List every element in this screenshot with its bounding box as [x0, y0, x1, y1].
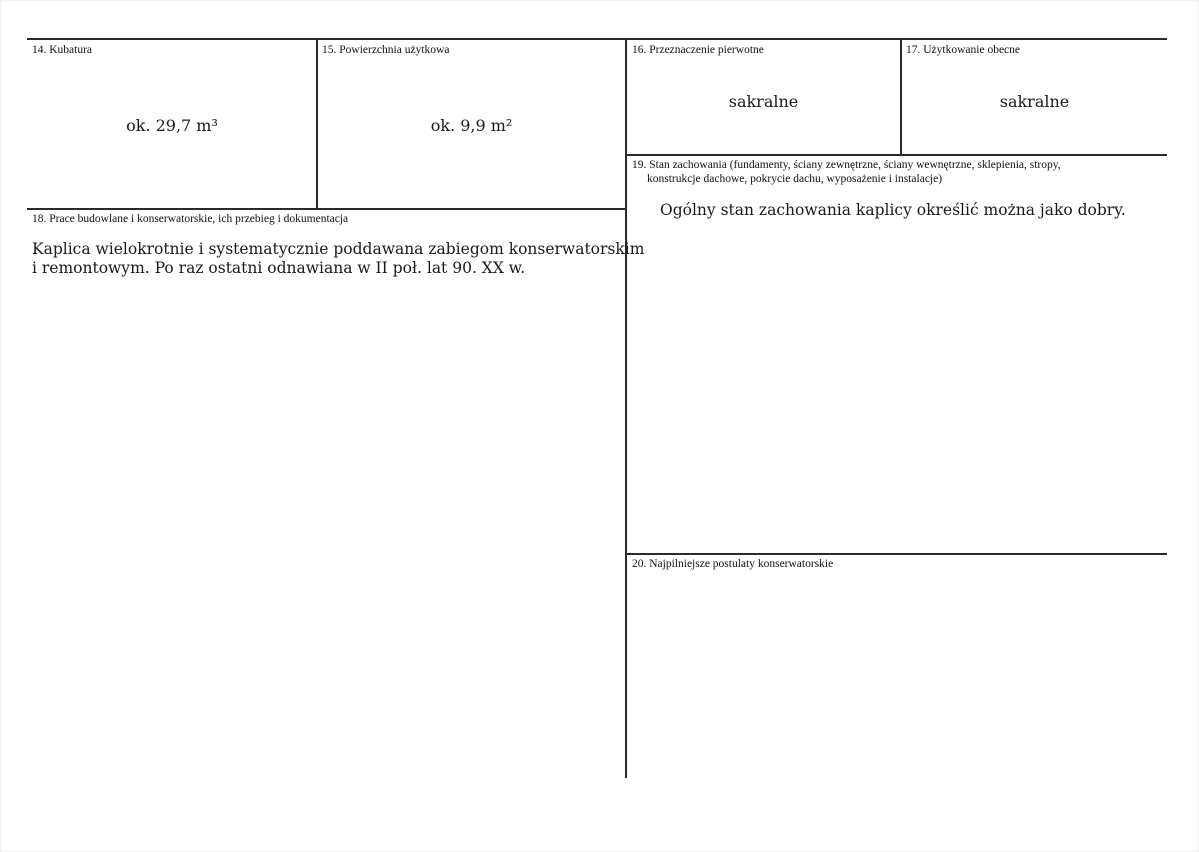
rule-above-18 [27, 208, 626, 210]
field-16-label: 16. Przeznaczenie pierwotne [632, 44, 764, 56]
field-15-label: 15. Powierzchnia użytkowa [322, 44, 450, 56]
field-20-label: 20. Najpilniejsze postulaty konserwatorskie [632, 558, 834, 570]
field-17-label: 17. Użytkowanie obecne [906, 44, 1021, 56]
field-15-value: ok. 9,9 m² [430, 116, 513, 135]
field-19-label [632, 158, 1061, 186]
field-14-value: ok. 29,7 m³ [126, 116, 218, 135]
field-18-text-line1: Kaplica wielokrotnie i systematycznie poddawana zabiegom konserwatorskim [32, 240, 645, 258]
field-18-text-line2: i remontowym. Po raz ostatni odnawiana w II poł. lat 90. XX w. [32, 259, 526, 277]
field-19-label-line2: konstrukcje dachowe, pokrycie dachu, wyposażenie i instalacje) [647, 173, 943, 185]
field-14-label: 14. Kubatura [32, 44, 93, 56]
field-16-value: sakralne [728, 92, 799, 111]
top-rule [27, 38, 1167, 40]
field-18-label: 18. Prace budowlane i konserwatorskie, ich przebieg i dokumentacja [32, 213, 349, 225]
center-divider [625, 38, 627, 778]
rule-under-16-17 [626, 154, 1167, 156]
field-19-label-line1: 19. Stan zachowania (fundamenty, ściany zewnętrzne, ściany wewnętrzne, sklepienia, stropy, [632, 159, 1061, 171]
rule-above-20 [626, 553, 1167, 555]
field-19-text: Ogólny stan zachowania kaplicy określić można jako dobry. [660, 201, 1126, 219]
field-18-text [32, 240, 644, 278]
field-17-value: sakralne [999, 92, 1070, 111]
